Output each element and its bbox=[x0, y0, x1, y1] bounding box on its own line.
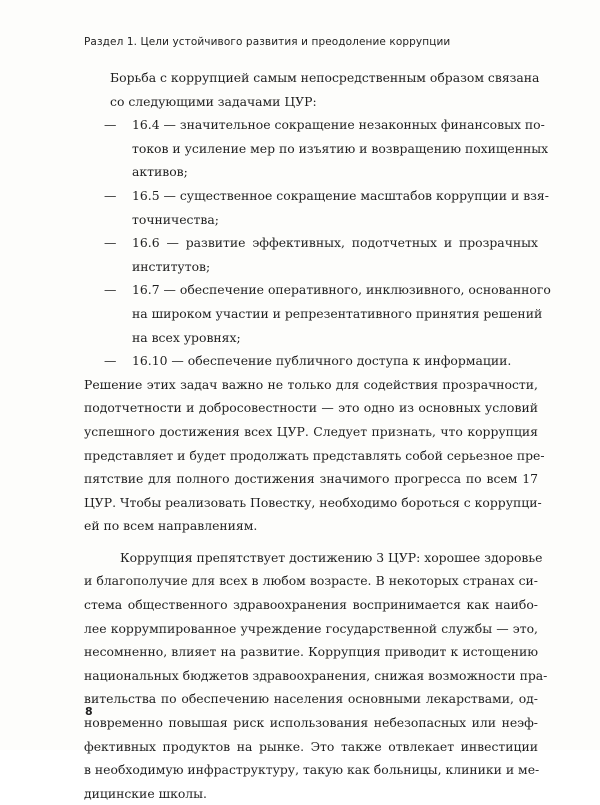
text-line: ЦУР. Чтобы реализовать Повестку, необходимо бороться с коррупци- bbox=[84, 494, 542, 510]
list-dash: — bbox=[104, 187, 117, 203]
text-line: несомненно, влияет на развитие. Коррупция приводит к истощению bbox=[84, 644, 538, 660]
list-item bbox=[84, 278, 551, 349]
text-line: лее коррумпированное учреждение государственной службы — это, bbox=[84, 620, 538, 636]
text-line: ей по всем направлениям. bbox=[84, 518, 258, 534]
text-line: Решение этих задач важно не только для содействия прозрачности, bbox=[84, 376, 538, 392]
text-line: 16.4 — значительное сокращение незаконных финансовых по- bbox=[132, 117, 545, 133]
text-line: стема общественного здравоохранения воспринимается как наибо- bbox=[84, 597, 538, 613]
text-line: активов; bbox=[132, 164, 188, 180]
list-item bbox=[84, 231, 538, 278]
text-line: в необходимую инфраструктуру, такую как больницы, клиники и ме- bbox=[84, 762, 540, 778]
intro-paragraph bbox=[84, 66, 538, 113]
page-number: 8 bbox=[85, 705, 93, 718]
text-line: токов и усиление мер по изъятию и возвращению похищенных bbox=[132, 140, 549, 156]
paragraph-3 bbox=[84, 546, 548, 805]
text-line: Борьба с коррупцией самым непосредственным образом связана bbox=[110, 70, 540, 85]
text-line: 16.6 — развитие эффективных, подотчетных и прозрачных bbox=[132, 235, 538, 251]
text-line: успешного достижения всех ЦУР. Следует признать, что коррупция bbox=[84, 423, 538, 439]
paragraph-2 bbox=[84, 373, 545, 538]
text-line: точничества; bbox=[132, 211, 219, 227]
text-line: 16.5 — существенное сокращение масштабов коррупции и взя- bbox=[132, 187, 549, 203]
text-line: на всех уровнях; bbox=[132, 329, 241, 345]
text-line: новременно повышая риск использования небезопасных или неэф- bbox=[84, 715, 538, 731]
text-line: дицинские школы. bbox=[84, 785, 207, 801]
running-head: Раздел 1. Цели устойчивого развития и преодоление коррупции bbox=[84, 36, 451, 48]
text-line: на широком участии и репрезентативного принятия решений bbox=[132, 305, 543, 321]
list-dash: — bbox=[104, 282, 117, 298]
list-dash: — bbox=[104, 117, 117, 133]
text-line: национальных бюджетов здравоохранения, снижая возможности пра- bbox=[84, 667, 548, 683]
text-line: вительства по обеспечению населения основными лекарствами, од- bbox=[84, 691, 538, 707]
list-dash: — bbox=[104, 235, 117, 251]
text-line: представляет и будет продолжать представлять собой серьезное пре- bbox=[84, 447, 545, 463]
text-line: со следующими задачами ЦУР: bbox=[110, 93, 317, 109]
list-dash: — bbox=[104, 353, 117, 369]
paragraph-spacer bbox=[84, 538, 538, 546]
text-line: и благополучие для всех в любом возрасте. В некоторых странах си- bbox=[84, 573, 538, 589]
text-line: пятствие для полного достижения значимого прогресса по всем 17 bbox=[84, 471, 538, 487]
list-item bbox=[84, 184, 549, 231]
text-line: 16.10 — обеспечение публичного доступа к информации. bbox=[132, 353, 512, 369]
page-body bbox=[84, 66, 551, 805]
list-item bbox=[84, 349, 538, 373]
text-line: 16.7 — обеспечение оперативного, инклюзивного, основанного bbox=[132, 282, 551, 298]
text-line: фективных продуктов на рынке. Это также отвлекает инвестиции bbox=[84, 738, 538, 754]
text-line: институтов; bbox=[132, 258, 211, 274]
list-item bbox=[84, 113, 549, 184]
text-line: Коррупция препятствует достижению 3 ЦУР: хорошее здоровье bbox=[120, 549, 543, 565]
text-line: подотчетности и добросовестности — это одно из основных условий bbox=[84, 400, 538, 416]
